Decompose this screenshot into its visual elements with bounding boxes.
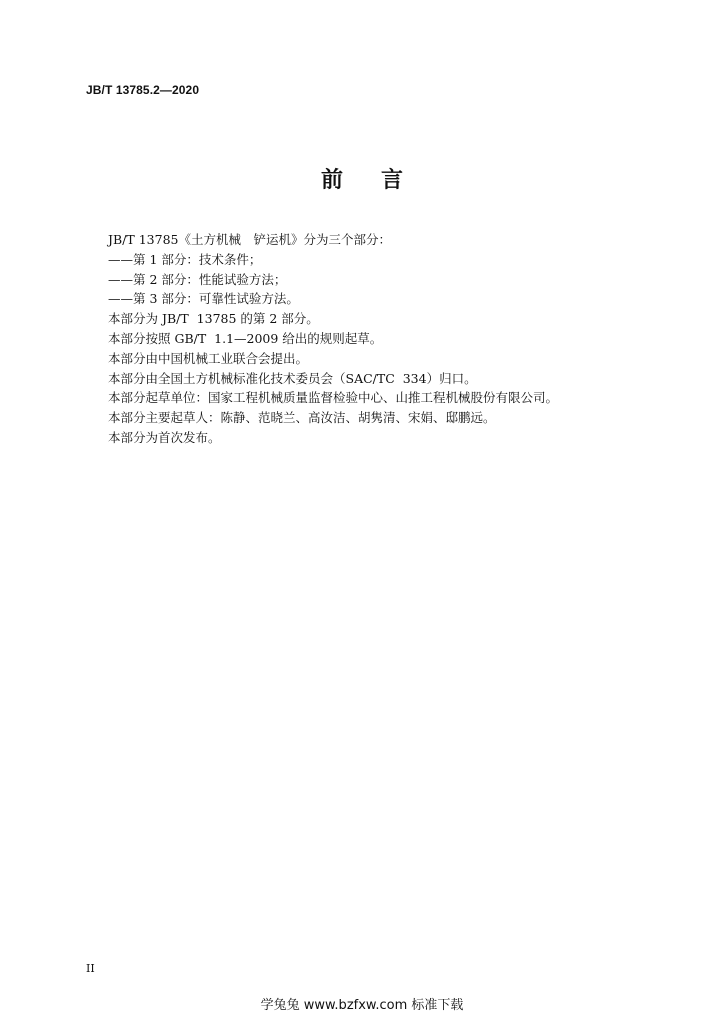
paragraph-line: JB/T 13785《土方机械 铲运机》分为三个部分：	[108, 232, 391, 247]
page-title	[0, 163, 724, 194]
paragraph-line: 本部分按照 GB/T 1.1—2009 给出的规则起草。	[108, 330, 383, 346]
foreword-body	[108, 230, 668, 448]
paragraph-line: 本部分起草单位：国家工程机械质量监督检验中心、山推工程机械股份有限公司。	[108, 390, 559, 406]
paragraph-line: 本部分由中国机械工业联合会提出。	[108, 350, 309, 366]
paragraph-line: ——第 3 部分：可靠性试验方法。	[108, 291, 299, 307]
title-char-1: 前	[320, 168, 343, 193]
paragraph-line: ——第 1 部分：技术条件；	[108, 251, 262, 267]
paragraph-line: 本部分为 JB/T 13785 的第 2 部分。	[108, 311, 319, 327]
paragraph-line: ——第 2 部分：性能试验方法；	[108, 271, 287, 287]
standard-number: JB/T 13785.2—2020	[86, 83, 200, 97]
paragraph-line: 本部分为首次发布。	[108, 429, 221, 445]
title-char-2: 言	[381, 168, 404, 193]
paragraph-line: 本部分主要起草人：陈静、范晓兰、高汝洁、胡隽清、宋娟、邸鹏远。	[108, 410, 496, 426]
footer-watermark: 学兔兔 www.bzfxw.com 标准下载	[260, 998, 464, 1013]
paragraph-line: 本部分由全国土方机械标准化技术委员会（SAC/TC 334）归口。	[108, 370, 477, 386]
page-number: II	[86, 962, 95, 975]
